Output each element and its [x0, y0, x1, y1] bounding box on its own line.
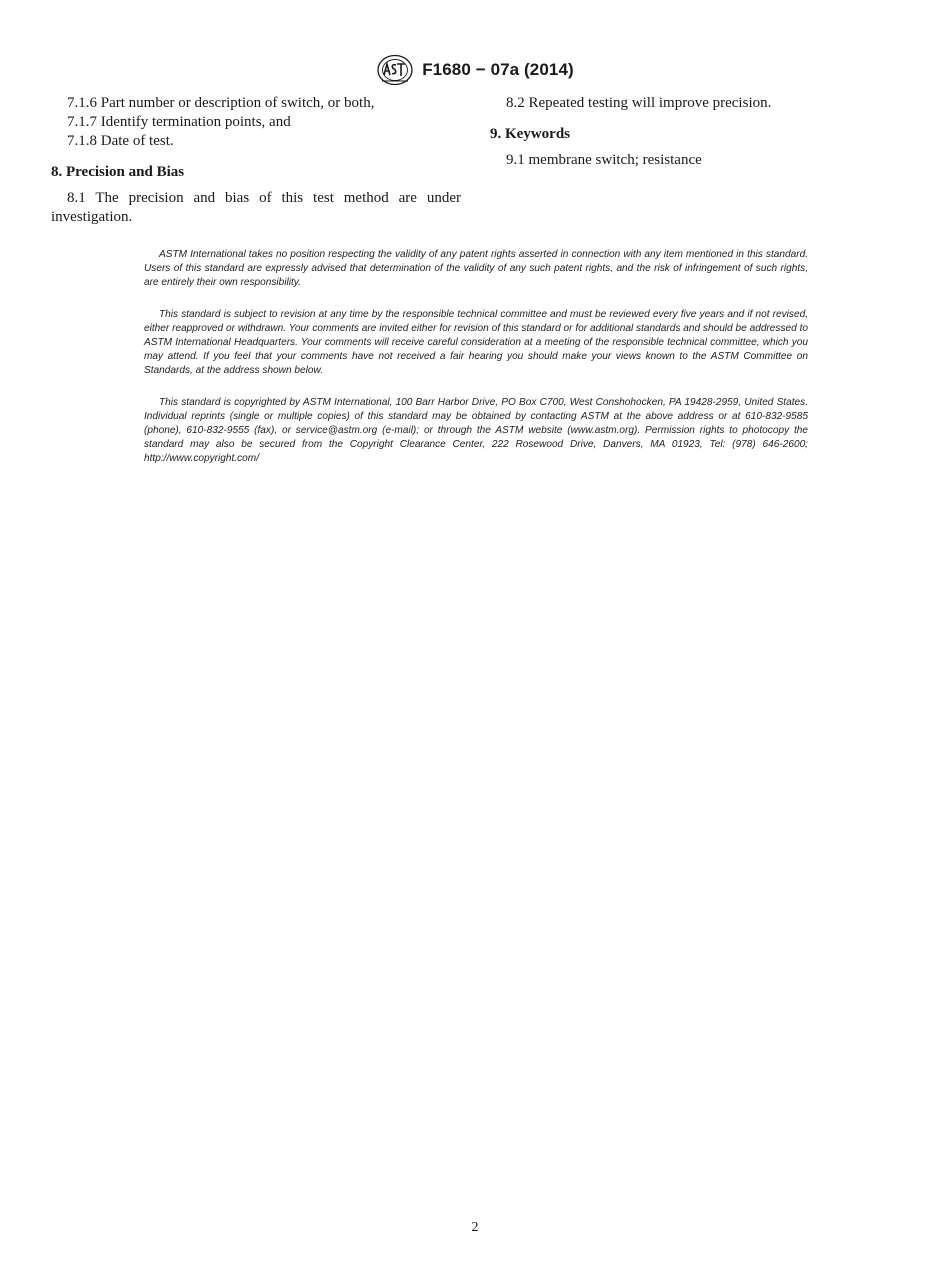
page-number: 2 — [471, 1220, 479, 1235]
item-7-1-8: 7.1.8 Date of test. — [67, 133, 174, 149]
patent-notice: ASTM International takes no position respecting the validity of any patent rights asserted in connection with any item mentioned in this standard. Users of this standard are expressly advised that determination of the validity of any such patent rights, and the risk of infringement of such rights, are entirely their own responsibility. — [144, 249, 808, 288]
paragraph-8-1: 8.1 The precision and bias of this test method are under investigation. — [51, 190, 461, 225]
legal-notices — [144, 248, 808, 484]
section-9-heading: 9. Keywords — [490, 126, 570, 142]
revision-notice: This standard is subject to revision at any time by the responsible technical committee and must be reviewed every five years and if not revised, either reapproved or withdrawn. Your comments are invited either for revision of this standard or for additional standards and should be addressed to ASTM International Headquarters. Your comments will receive careful consideration at a meeting of the responsible technical committee, which you may attend. If you feel that your comments have not received a fair hearing you should make your views known to the ASTM Committee on Standards, at the address shown below. — [144, 309, 808, 376]
standard-designation: F1680 − 07a (2014) — [422, 60, 574, 79]
copyright-notice: This standard is copyrighted by ASTM International, 100 Barr Harbor Drive, PO Box C700, West Conshohocken, PA 19428-2959, United States. Individual reprints (single or multiple copies) of this standard may be obtained by contacting ASTM at the above address or at 610-832-9585 (phone), 610-832-9555 (fax), or service@astm.org (e-mail); or through the ASTM website (www.astm.org). Permission rights to photocopy the standard may also be secured from the Copyright Clearance Center, 222 Rosewood Drive, Danvers, MA 01923, Tel: (978) 646-2600; http://www.copyright.com/ — [144, 397, 808, 464]
section-8-heading: 8. Precision and Bias — [51, 164, 185, 180]
right-column — [490, 94, 820, 170]
item-7-1-7: 7.1.7 Identify termination points, and — [67, 114, 291, 130]
astm-logo-icon — [376, 54, 414, 86]
left-column — [51, 94, 461, 227]
paragraph-8-2: 8.2 Repeated testing will improve precision. — [506, 95, 772, 111]
paragraph-9-1: 9.1 membrane switch; resistance — [506, 152, 702, 168]
item-7-1-6: 7.1.6 Part number or description of switch, or both, — [67, 95, 375, 111]
page-header — [0, 54, 950, 86]
